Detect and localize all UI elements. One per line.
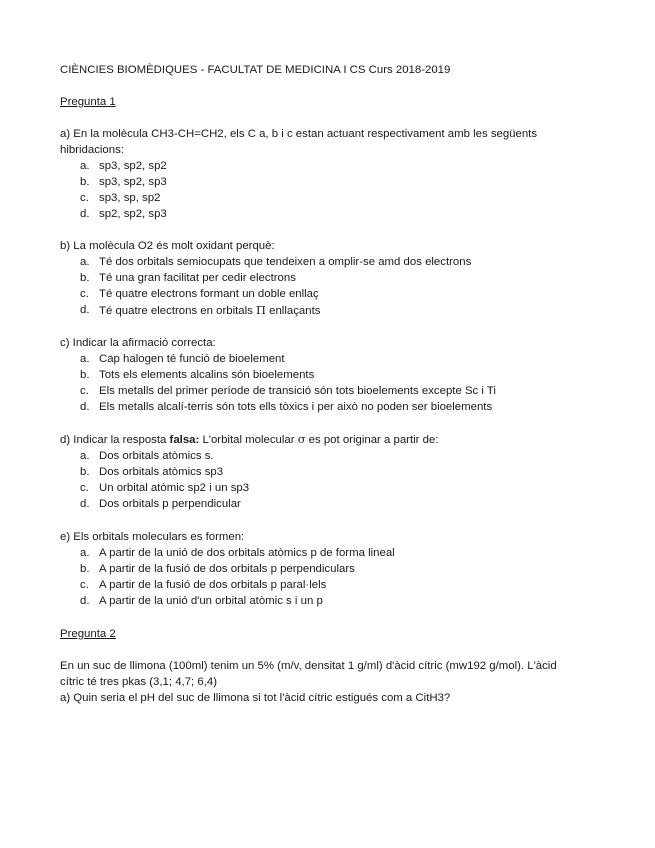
document-header: CIÈNCIES BIOMÈDIQUES - FACULTAT DE MEDICINA I CS Curs 2018-2019 [60,64,451,76]
option-text: sp2, sp2, sp3 [99,208,167,220]
stem-bold-falsa: falsa: [169,434,200,446]
option-text: A partir de la fusió de dos orbitals p perpendiculars [99,563,355,575]
option-text: Dos orbitals p perpendicular [99,498,241,510]
question-e-stem: e) Els orbitals moleculars es formen: [60,531,245,543]
option-letter: a. [80,256,90,268]
option-letter: b. [80,466,90,478]
question-b-stem: b) La molècula O2 és molt oxidant perquè: [60,240,275,252]
option-text: Un orbital atòmic sp2 i un sp3 [99,482,250,494]
question-2-line-2: cítric té tres pkas (3,1; 4,7; 6,4) [60,676,217,688]
option-text: Els metalls alcalí-terris són tots ells tòxics i per això no poden ser bioelements [99,401,493,413]
option-text: Té dos orbitals semiocupats que tendeixen a omplir-se amd dos electrons [99,256,472,268]
option-text: A partir de la unió d'un orbital atòmic s i un p [99,595,323,607]
option-text: sp3, sp2, sp3 [99,176,167,188]
option-letter: d. [80,208,90,220]
question-d-stem [60,431,438,448]
question-c-stem: c) Indicar la afirmació correcta: [60,337,216,349]
option-letter: a. [80,450,90,462]
option-text-after: enllaçants [265,305,321,317]
option-letter: c. [80,192,89,204]
option-letter: b. [80,369,90,381]
option-text-before: Té quatre electrons en orbitals [99,305,257,317]
stem-text-before: d) Indicar la resposta [60,434,170,446]
option-letter: b. [80,176,90,188]
option-text: A partir de la fusió de dos orbitals p paral·lels [99,579,327,591]
option-letter: c. [80,579,89,591]
question-a-stem-cont: hibridacions: [60,144,124,156]
option-text [99,302,320,319]
question-2-line-3: a) Quin seria el pH del suc de llimona si tot l'àcid cítric estigués com a CitH3? [60,692,451,704]
pi-symbol: Π [256,303,266,317]
option-letter: c. [80,482,89,494]
question-2-line-1: En un suc de llimona (100ml) tenim un 5% (m/v, densitat 1 g/ml) d'àcid cítric (mw192 g/mol). L'àcid [60,660,557,672]
option-text: sp3, sp2, sp2 [99,160,167,172]
option-letter: c. [80,288,89,300]
option-letter: c. [80,385,89,397]
option-letter: d. [80,498,90,510]
question-a-stem: a) En la molècula CH3-CH=CH2, els C a, b i c estan actuant respectivament amb les següents [60,128,538,140]
question-2-title: Pregunta 2 [60,628,116,640]
option-letter: d. [80,304,90,316]
question-1-title: Pregunta 1 [60,96,116,108]
option-letter: a. [80,547,90,559]
option-text: Dos orbitals atòmics s. [99,450,214,462]
option-letter: a. [80,353,90,365]
option-letter: a. [80,160,90,172]
option-letter: d. [80,595,90,607]
option-text: Cap halogen té funció de bioelement [99,353,285,365]
stem-text-after: es pot originar a partir de: [305,434,439,446]
option-text: Els metalls del primer període de transició són tots bioelements excepte Sc i Ti [99,385,496,397]
option-text: sp3, sp, sp2 [99,192,161,204]
stem-text-mid: L'orbital molecular [199,434,298,446]
option-text: A partir de la unió de dos orbitals atòmics p de forma lineal [99,547,395,559]
option-text: Dos orbitals atòmics sp3 [99,466,224,478]
option-letter: d. [80,401,90,413]
sigma-symbol: σ [297,432,306,446]
option-letter: b. [80,272,90,284]
option-letter: b. [80,563,90,575]
option-text: Té quatre electrons formant un doble enllaç [99,288,319,300]
option-text: Tots els elements alcalins són bioelements [99,369,315,381]
option-text: Té una gran facilitat per cedir electrons [99,272,296,284]
